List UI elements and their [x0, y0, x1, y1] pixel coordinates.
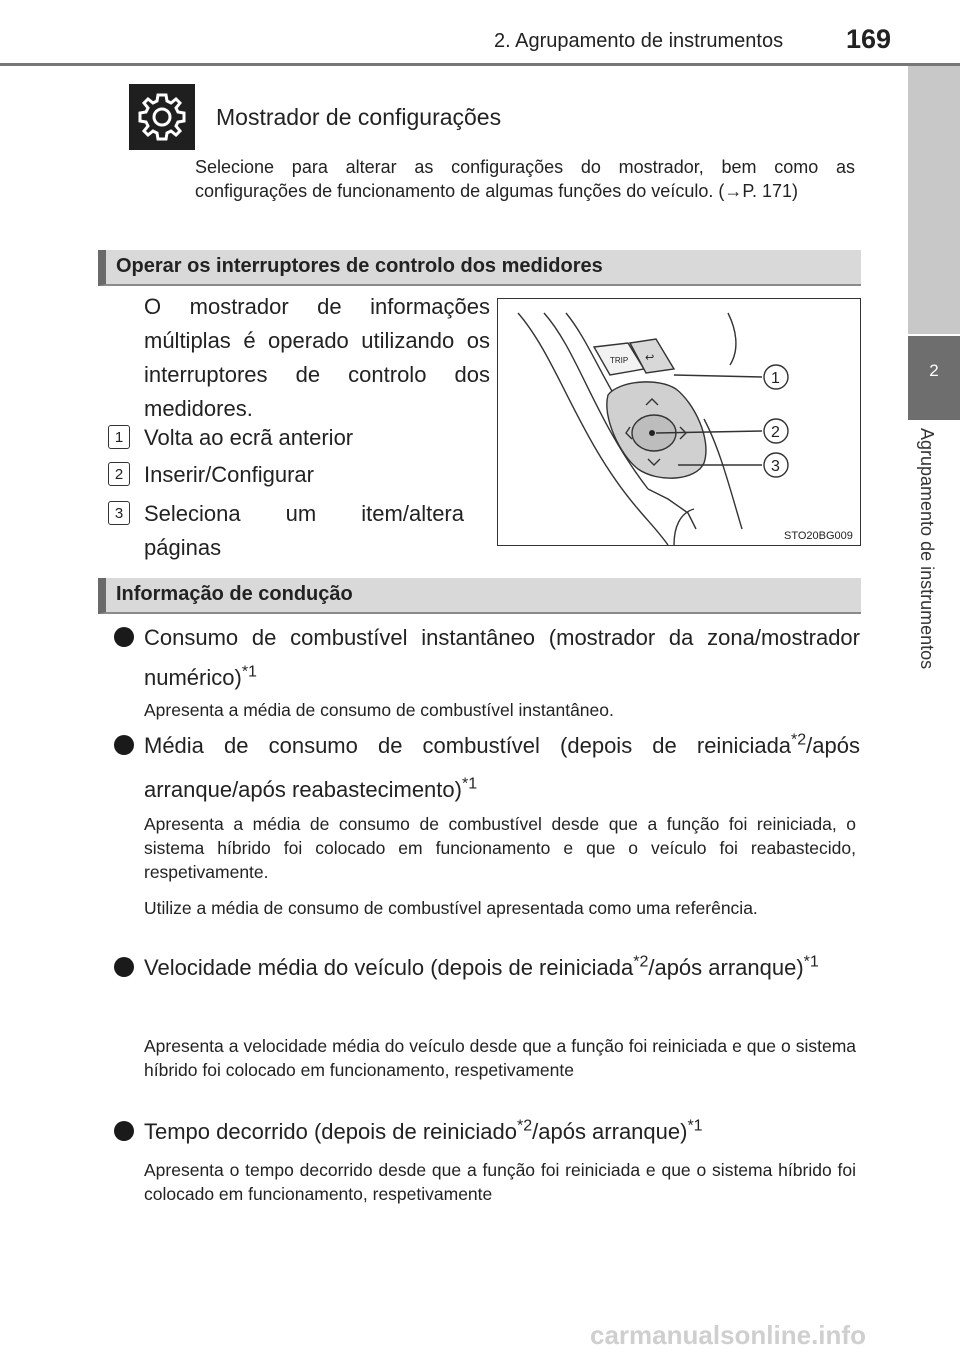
- number-badge: 3: [108, 501, 130, 525]
- bullet-title-text: Tempo decorrido (depois de reiniciado: [144, 1119, 517, 1144]
- gear-icon: [129, 84, 195, 150]
- trip-label: TRIP: [610, 356, 629, 365]
- steering-switch-figure: [497, 298, 861, 546]
- bullet-dot: [114, 1121, 134, 1141]
- footnote-ref: *1: [687, 1117, 703, 1135]
- page-number: 169: [846, 24, 892, 54]
- footnote-ref: *1: [241, 663, 257, 681]
- callout-2: 2: [771, 424, 780, 441]
- body-paragraph: Apresenta a média de consumo de combustível instantâneo.: [144, 700, 614, 720]
- bullet-title-text: /após arranque/após reabastecimento): [144, 733, 860, 802]
- body-paragraph: Apresenta o tempo decorrido desde que a função foi reiniciada e que o sistema híbrido foi colocado em funcionamento, respetivamente: [144, 1160, 856, 1204]
- side-tab-label: [912, 420, 952, 710]
- back-arrow-icon: ↩: [645, 351, 655, 364]
- intro-paragraph: O mostrador de informações múltiplas é operado utilizando os interruptores de controlo dos medidores.: [144, 294, 490, 421]
- section-heading-controls: [98, 250, 861, 286]
- footnote-ref: *2: [517, 1117, 533, 1135]
- footnote-ref: *2: [791, 731, 807, 749]
- list-item-label: Inserir/Configurar: [144, 462, 314, 487]
- section-heading-text: Informação de condução: [116, 583, 353, 605]
- list-item-label: Volta ao ecrã anterior: [144, 425, 354, 450]
- bullet-title-text: /após arranque): [532, 1119, 688, 1144]
- bullet-title-text: /após arranque): [648, 955, 804, 980]
- side-tab-number[interactable]: 2: [908, 336, 960, 420]
- list-item-label: Seleciona um item/altera páginas: [144, 501, 464, 560]
- body-paragraph: Apresenta a média de consumo de combustível desde que a função foi reiniciada, o sistema híbrido foi colocado em funcionamento e que o veículo foi reabastecido, respetivamente.: [144, 814, 856, 882]
- bullet-title-text: Velocidade média do veículo (depois de reiniciada: [144, 955, 634, 980]
- footnote-ref: *1: [803, 953, 819, 971]
- bullet-title: [144, 724, 860, 812]
- number-badge: 1: [108, 425, 130, 449]
- watermark: carmanualsonline.info: [590, 1320, 866, 1350]
- body-paragraph: Apresenta a velocidade média do veículo desde que a função foi reiniciada e que o sistema híbrido foi colocado em funcionamento, respetivamente: [144, 1036, 856, 1080]
- figure-code: STO20BG009: [784, 530, 853, 542]
- header-rule: [0, 63, 960, 66]
- body-paragraph: Utilize a média de consumo de combustível apresentada como uma referência.: [144, 898, 758, 918]
- footnote-ref: *2: [633, 953, 649, 971]
- callout-3: 3: [771, 458, 780, 475]
- side-tab-label-text: Agrupamento de instrumentos: [917, 428, 937, 670]
- bullet-title: [144, 618, 860, 698]
- number-badge: 2: [108, 462, 130, 486]
- footnote-ref: *1: [461, 775, 478, 793]
- section-heading-text: Operar os interruptores de controlo dos medidores: [116, 255, 603, 277]
- bullet-title-text: Consumo de combustível instantâneo (mostrador da zona/mostrador numérico): [144, 625, 860, 690]
- chapter-title: 2. Agrupamento de instrumentos: [494, 30, 784, 52]
- section-heading-driving-info: [98, 578, 861, 614]
- bullet-dot: [114, 735, 134, 755]
- bullet-title: [144, 946, 860, 990]
- side-tab-strip: [908, 66, 960, 334]
- bullet-title: [144, 1112, 860, 1152]
- bullet-title-text: Média de consumo de combustível (depois de reiniciada: [144, 733, 792, 758]
- settings-description: Selecione para alterar as configurações do mostrador, bem como as configurações de funcionamento de algumas funções do veículo. (→P. 171): [195, 157, 855, 201]
- callout-1: 1: [771, 370, 780, 387]
- settings-title: Mostrador de configurações: [216, 104, 502, 130]
- bullet-dot: [114, 627, 134, 647]
- bullet-dot: [114, 957, 134, 977]
